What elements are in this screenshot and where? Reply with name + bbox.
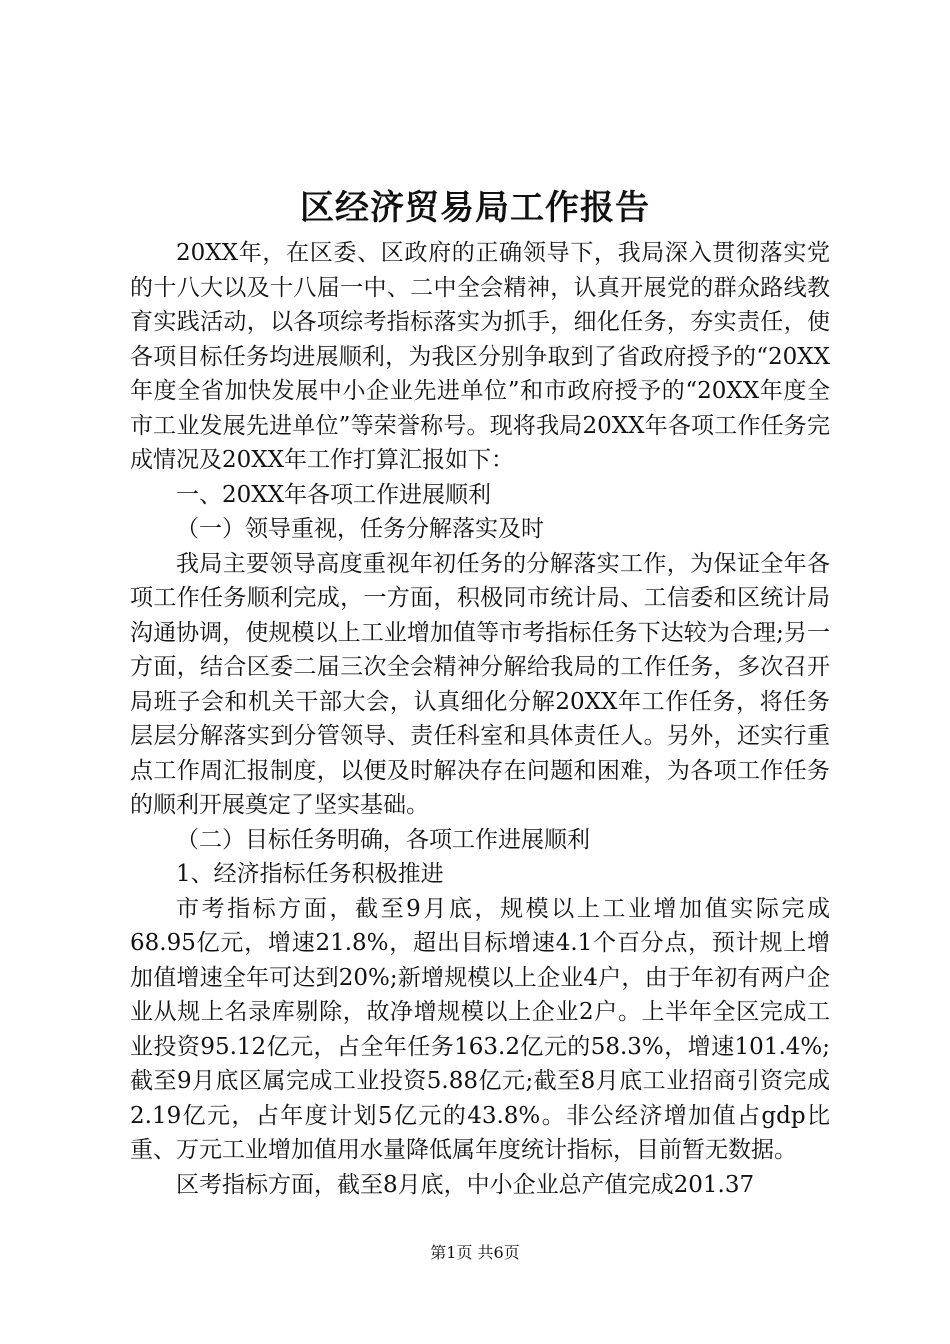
body-paragraph: 我局主要领导高度重视年初任务的分解落实工作，为保证全年各项工作任务顺利完成，一方面，积极同市统计局、工信委和区统计局沟通协调，使规模以上工业增加值等市考指标任务下达较为合理;另一方面，结合区委二届三次全会精神分解给我局的工作任务，多次召开局班子会和机关干部大会，认真细化分解20XX年工作任务，将任务层层分解落实到分管领导、责任科室和具体责任人。另外，还实行重点工作周汇报制度，以便及时解决存在问题和困难，为各项工作任务的顺利开展奠定了坚实基础。	[130, 550, 830, 818]
document-body	[130, 236, 830, 1202]
subsection-heading-1: （一）领导重视，任务分解落实及时	[176, 516, 544, 542]
document-title: 区经济贸易局工作报告	[300, 188, 650, 228]
page-footer: 第1页 共6页	[430, 1243, 520, 1262]
body-paragraph: 区考指标方面，截至8月底，中小企业总产值完成201.37	[176, 1171, 755, 1198]
intro-paragraph: 20XX年，在区委、区政府的正确领导下，我局深入贯彻落实党的十八大以及十八届一中、二中全会精神，认真开展党的群众路线教育实践活动，以各项综考指标落实为抓手，细化任务，夯实责任，使各项目标任务均进展顺利，为我区分别争取到了省政府授予的“20XX年度全省加快发展中小企业先进单位”和市政府授予的“20XX年度全市工业发展先进单位”等荣誉称号。现将我局20XX年各项工作任务完成情况及20XX年工作打算汇报如下：	[130, 240, 830, 473]
section-heading-1: 一、20XX年各项工作进展顺利	[176, 481, 492, 508]
item-heading-1: 1、经济指标任务积极推进	[176, 861, 444, 887]
body-paragraph: 市考指标方面，截至9月底，规模以上工业增加值实际完成68.95亿元，增速21.8%，超出目标增速4.1个百分点，预计规上增加值增速全年可达到20%;新增规模以上企业4户，由于年初有两户企业从规上名录库剔除，故净增规模以上企业2户。上半年全区完成工业投资95.12亿元，占全年任务163.2亿元的58.3%，增速101.4%;截至9月底区属完成工业投资5.88亿元;截至8月底工业招商引资完成2.19亿元，占年度计划5亿元的43.8%。非公经济增加值占gdp比重、万元工业增加值用水量降低属年度统计指标，目前暂无数据。	[130, 895, 830, 1163]
subsection-heading-2: （二）目标任务明确，各项工作进展顺利	[176, 826, 590, 853]
